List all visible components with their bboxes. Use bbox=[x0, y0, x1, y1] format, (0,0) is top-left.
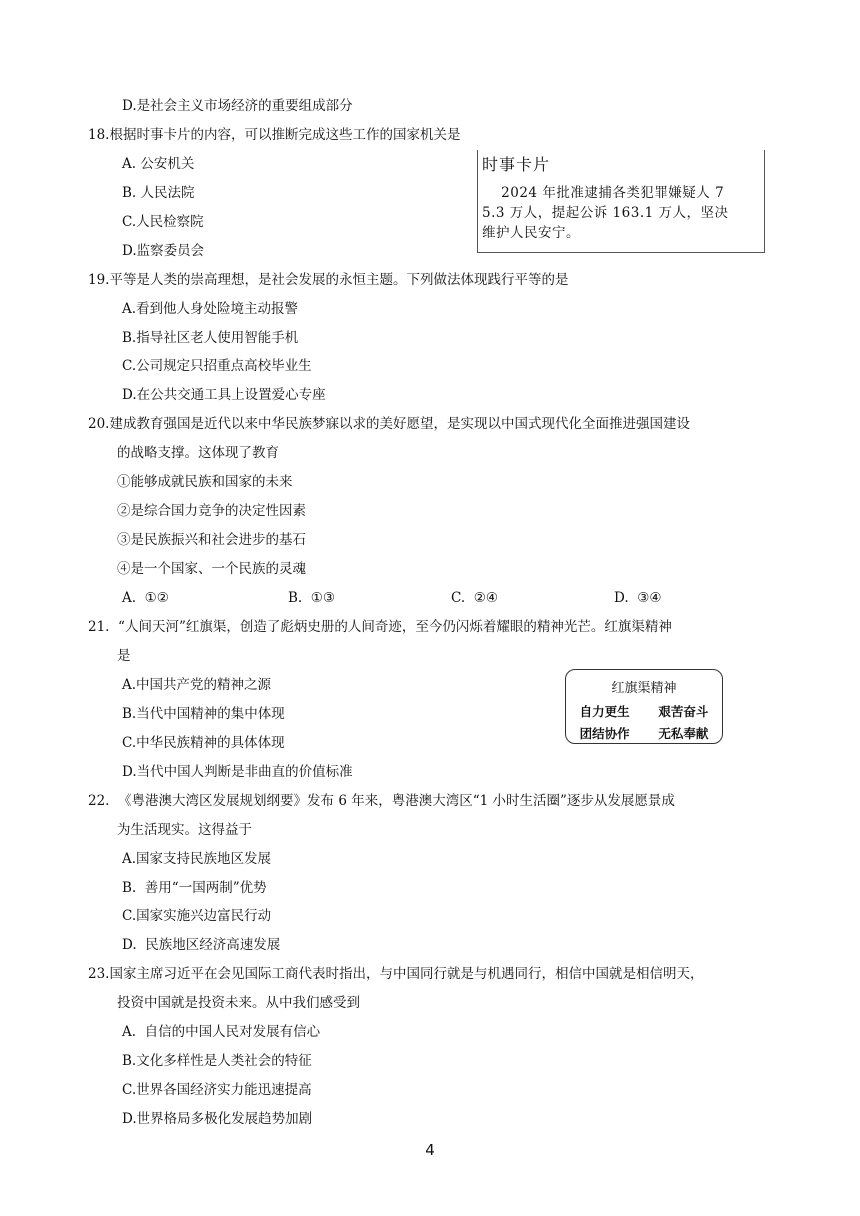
q22-option-c: C.国家实施兴边富民行动 bbox=[122, 908, 272, 924]
q20-stem-line-1: 20.建成教育强国是近代以来中华民族梦寐以求的美好愿望，是实现以中国式现代化全面推进强国建设 bbox=[88, 416, 690, 432]
q17-option-d: D.是社会主义市场经济的重要组成部分 bbox=[122, 98, 353, 114]
q23-stem-line-2: 投资中国就是投资未来。从中我们感受到 bbox=[117, 995, 360, 1011]
q22-stem-line-2: 为生活现实。这得益于 bbox=[117, 822, 252, 838]
q22-option-d: D. 民族地区经济高速发展 bbox=[122, 937, 281, 953]
q21-option-c: C.中华民族精神的具体体现 bbox=[122, 735, 285, 751]
q18-option-d: D.监察委员会 bbox=[122, 243, 205, 259]
q18-option-c: C.人民检察院 bbox=[122, 214, 204, 230]
q19-stem: 19.平等是人类的崇高理想，是社会发展的永恒主题。下列做法体现践行平等的是 bbox=[88, 272, 569, 288]
current-affairs-card bbox=[477, 150, 765, 253]
q20-statement-2: ②是综合国力竞争的决定性因素 bbox=[117, 503, 306, 519]
q21-stem-line-2: 是 bbox=[117, 648, 131, 664]
q22-option-a: A.国家支持民族地区发展 bbox=[122, 851, 272, 867]
card-line-2: 5.3 万人，提起公诉 163.1 万人，坚决 bbox=[482, 205, 729, 221]
q23-option-c: C.世界各国经济实力能迅速提高 bbox=[122, 1082, 312, 1098]
q19-option-a: A.看到他人身处险境主动报警 bbox=[122, 301, 299, 317]
q20-option-a: A. ①② bbox=[122, 590, 169, 606]
hongqiqu-spirit-row-1: 自力更生 艰苦奋斗 bbox=[579, 704, 709, 719]
q19-option-b: B.指导社区老人使用智能手机 bbox=[122, 330, 299, 346]
q23-option-a: A. 自信的中国人民对发展有信心 bbox=[122, 1024, 321, 1040]
hongqiqu-spirit-card-title: 红旗渠精神 bbox=[611, 681, 677, 696]
q23-stem-line-1: 23.国家主席习近平在会见国际工商代表时指出，与中国同行就是与机遇同行，相信中国就是相信明天， bbox=[88, 966, 704, 982]
q21-option-b: B.当代中国精神的集中体现 bbox=[122, 706, 285, 722]
q20-option-d: D. ③④ bbox=[614, 590, 662, 606]
q18-option-a: A. 公安机关 bbox=[122, 156, 195, 172]
card-line-3: 维护人民安宁。 bbox=[482, 225, 580, 241]
q20-statement-1: ①能够成就民族和国家的未来 bbox=[117, 474, 293, 490]
q20-option-c: C. ②④ bbox=[451, 590, 498, 606]
current-affairs-card-body bbox=[482, 183, 760, 243]
q19-option-d: D.在公共交通工具上设置爱心专座 bbox=[122, 387, 326, 403]
q19-option-c: C.公司规定只招重点高校毕业生 bbox=[122, 358, 312, 374]
q23-option-b: B.文化多样性是人类社会的特征 bbox=[122, 1053, 312, 1069]
q21-option-a: A.中国共产党的精神之源 bbox=[122, 677, 272, 693]
q21-stem-line-1: 21. “人间天河”红旗渠，创造了彪炳史册的人间奇迹，至今仍闪烁着耀眼的精神光芒。红旗渠精神 bbox=[88, 619, 672, 635]
current-affairs-card-title: 时事卡片 bbox=[482, 155, 551, 174]
q20-option-b: B. ①③ bbox=[288, 590, 335, 606]
q23-option-d: D.世界格局多极化发展趋势加剧 bbox=[122, 1111, 313, 1127]
hongqiqu-spirit-card bbox=[565, 669, 723, 744]
q20-stem-line-2: 的战略支撑。这体现了教育 bbox=[117, 445, 279, 461]
q20-statement-3: ③是民族振兴和社会进步的基石 bbox=[117, 532, 306, 548]
q22-stem-line-1: 22. 《粤港澳大湾区发展规划纲要》发布 6 年来，粤港澳大湾区“1 小时生活圈”逐步从发展愿景成 bbox=[88, 793, 675, 809]
q22-option-b: B. 善用“一国两制”优势 bbox=[122, 880, 267, 896]
q20-statement-4: ④是一个国家、一个民族的灵魂 bbox=[117, 561, 306, 577]
q18-option-b: B. 人民法院 bbox=[122, 185, 195, 201]
page-number: 4 bbox=[425, 1141, 435, 1159]
q18-stem: 18.根据时事卡片的内容，可以推断完成这些工作的国家机关是 bbox=[88, 127, 461, 143]
card-line-1: 2024 年批准逮捕各类犯罪嫌疑人 7 bbox=[482, 185, 725, 201]
q21-option-d: D.当代中国人判断是非曲直的价值标准 bbox=[122, 764, 353, 780]
hongqiqu-spirit-row-2: 团结协作 无私奉献 bbox=[579, 726, 709, 741]
